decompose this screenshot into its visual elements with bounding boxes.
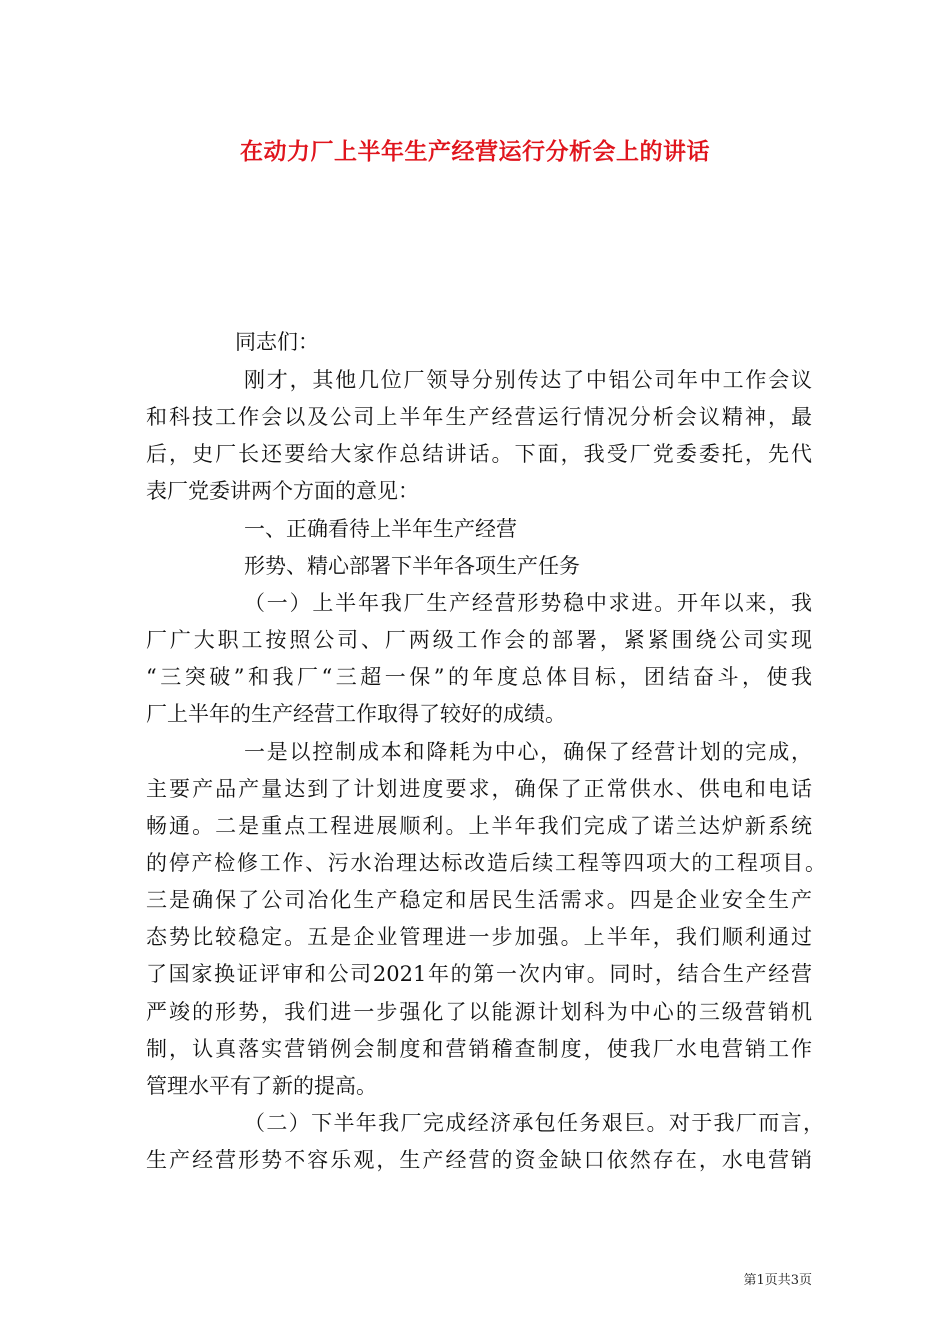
salutation: 同志们： <box>235 330 319 354</box>
body-line: 严竣的形势，我们进一步强化了以能源计划科为中心的三级营销机 <box>146 1000 812 1024</box>
section-heading: 一、正确看待上半年生产经营 <box>244 517 517 541</box>
page-number: 第1页共3页 <box>743 1273 812 1288</box>
body-line: 后，史厂长还要给大家作总结讲话。下面，我受厂党委委托，先代 <box>146 442 812 466</box>
section-heading: 形势、精心部署下半年各项生产任务 <box>244 554 580 578</box>
body-line: 表厂党委讲两个方面的意见： <box>146 479 419 503</box>
body-line: 刚才，其他几位厂领导分别传达了中铝公司年中工作会议 <box>244 368 812 392</box>
body-line: 生产经营形势不容乐观，生产经营的资金缺口依然存在，水电营销 <box>146 1148 812 1172</box>
body-line: “三突破”和我厂“三超一保”的年度总体目标，团结奋斗，使我 <box>146 665 812 689</box>
body-line: 态势比较稳定。五是企业管理进一步加强。上半年，我们顺利通过 <box>146 925 812 949</box>
body-line: 畅通。二是重点工程进展顺利。上半年我们完成了诺兰达炉新系统 <box>146 814 812 838</box>
body-line: 和科技工作会以及公司上半年生产经营运行情况分析会议精神，最 <box>146 405 812 429</box>
body-line: 管理水平有了新的提高。 <box>146 1074 377 1098</box>
body-line: 厂广大职工按照公司、厂两级工作会的部署，紧紧围绕公司实现 <box>146 628 812 652</box>
body-line: 一是以控制成本和降耗为中心，确保了经营计划的完成， <box>244 740 812 764</box>
body-line: 三是确保了公司冶化生产稳定和居民生活需求。四是企业安全生产 <box>146 888 812 912</box>
body-line: 主要产品产量达到了计划进度要求，确保了正常供水、供电和电话 <box>146 777 812 801</box>
body-line: 制，认真落实营销例会制度和营销稽查制度，使我厂水电营销工作 <box>146 1037 812 1061</box>
body-line: 厂上半年的生产经营工作取得了较好的成绩。 <box>146 702 566 726</box>
body-line: （二）下半年我厂完成经济承包任务艰巨。对于我厂而言， <box>244 1111 824 1135</box>
body-line: （一）上半年我厂生产经营形势稳中求进。开年以来，我 <box>244 591 812 615</box>
body-line: 的停产检修工作、污水治理达标改造后续工程等四项大的工程项目。 <box>146 851 826 875</box>
body-line: 了国家换证评审和公司2021年的第一次内审。同时，结合生产经营 <box>146 962 812 986</box>
document-title: 在动力厂上半年生产经营运行分析会上的讲话 <box>240 138 710 165</box>
